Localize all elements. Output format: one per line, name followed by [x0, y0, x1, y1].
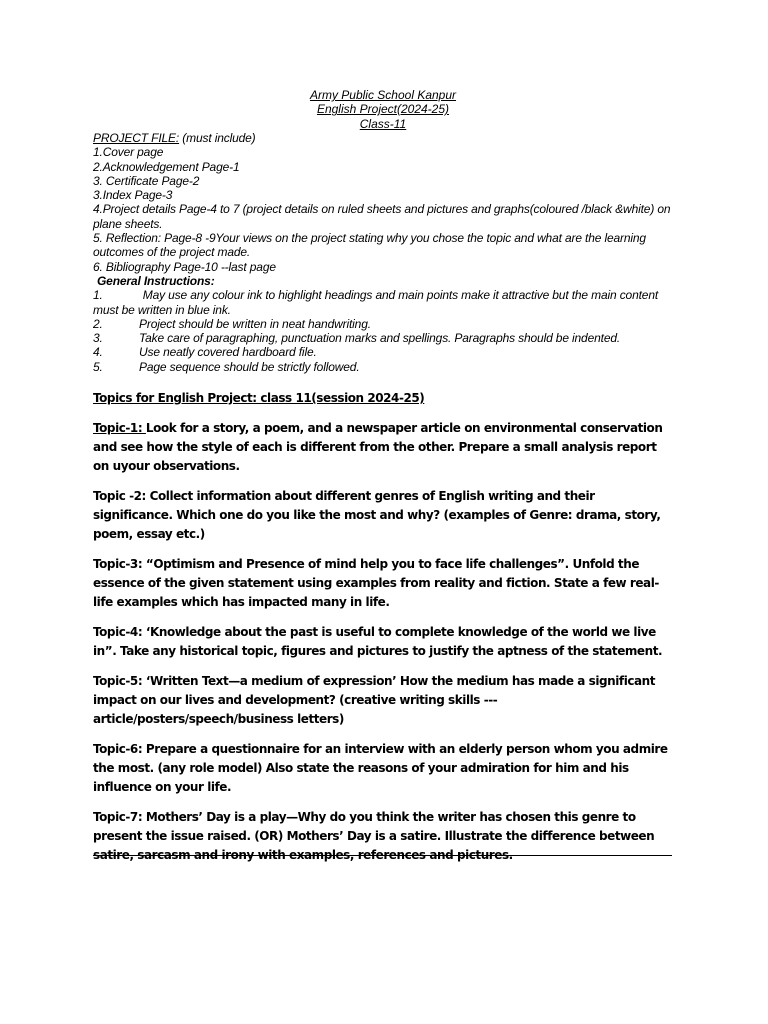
- horizontal-divider: [93, 855, 672, 856]
- project-file-item: 5. Reflection: Page-8 -9Your views on the project stating why you chose the topic and what are the learning outcomes of the project made.: [93, 231, 646, 260]
- general-instructions-heading: General Instructions:: [97, 273, 215, 288]
- general-instruction-number: 4.: [93, 345, 103, 360]
- general-instruction-text: Page sequence should be strictly followed.: [139, 359, 360, 374]
- project-file-section: [93, 131, 673, 374]
- project-file-heading: [93, 131, 673, 145]
- topic-item: [93, 623, 675, 661]
- topic-text: “Optimism and Presence of mind help you to face life challenges”. Unfold the essence of the given statement using examples from reality and fiction. State a few real-life examples which has impacted many in life.: [93, 557, 659, 609]
- topic-item: [93, 555, 675, 612]
- topic-label: Topic -2:: [93, 489, 150, 503]
- project-file-item: 3.Index Page-3: [93, 188, 173, 203]
- project-file-label: PROJECT FILE:: [93, 131, 180, 145]
- general-instruction-item: [93, 331, 673, 345]
- topic-label: Topic-3:: [93, 557, 146, 571]
- topic-text: Prepare a questionnaire for an interview with an elderly person whom you admire the most. (any role model) Also state the reasons of your admiration for him and his influence on your life.: [93, 742, 668, 794]
- topics-title: Topics for English Project: class 11(session 2024-25): [93, 391, 425, 405]
- general-instruction-text: May use any colour ink to highlight headings and main points make it attractive but the main content must be written in blue ink.: [93, 288, 659, 317]
- topics-section: [93, 389, 675, 876]
- project-file-item: 1.Cover page: [93, 145, 164, 160]
- general-instruction-text: Use neatly covered hardboard file.: [139, 345, 317, 360]
- school-name: Army Public School Kanpur: [309, 88, 457, 102]
- general-instruction-item: [93, 288, 673, 317]
- topic-item: [93, 419, 675, 476]
- project-file-item: 3. Certificate Page-2: [93, 173, 200, 188]
- general-instruction-number: 2.: [93, 316, 103, 331]
- project-title: English Project(2024-25): [316, 102, 450, 117]
- topic-text: ‘Knowledge about the past is useful to complete knowledge of the world we live in”. Take any historical topic, figures and pictures to justify the aptness of the statement.: [93, 625, 663, 658]
- document-header: [93, 88, 673, 131]
- topic-item: [93, 740, 675, 797]
- topic-label: Topic-7:: [93, 810, 146, 824]
- topic-item: [93, 808, 675, 865]
- topic-text: Mothers’ Day is a play—Why do you think the writer has chosen this genre to present the issue raised. (OR) Mothers’ Day is a satire. Illustrate the difference between satire, sarcasm and irony with examples, references and pictures.: [93, 810, 655, 862]
- project-file-note: (must include): [179, 131, 256, 145]
- topic-item: [93, 672, 675, 729]
- topic-text: Collect information about different genres of English writing and their significance. Which one do you like the most and why? (examples of Genre: drama, story, poem, essay etc.): [93, 489, 661, 541]
- general-instruction-text: Take care of paragraphing, punctuation marks and spellings. Paragraphs should be indented.: [139, 331, 621, 346]
- project-file-item: 2.Acknowledgement Page-1: [93, 159, 240, 174]
- general-instruction-number: 1.: [93, 288, 103, 303]
- general-instruction-text: Project should be written in neat handwriting.: [139, 316, 371, 331]
- general-instruction-item: [93, 345, 673, 359]
- topic-text: ‘Written Text—a medium of expression’ How the medium has made a significant impact on our lives and development? (creative writing skills --- article/posters/speech/business letters): [93, 674, 656, 726]
- topic-label: Topic-4:: [93, 625, 146, 639]
- general-instruction-item: [93, 360, 673, 374]
- project-file-item: 6. Bibliography Page-10 --last page: [93, 259, 276, 274]
- class-label: Class-11: [359, 116, 407, 131]
- topic-item: [93, 487, 675, 544]
- general-instruction-number: 5.: [93, 359, 103, 374]
- general-instruction-item: [93, 317, 673, 331]
- topic-label: Topic-5:: [93, 674, 146, 688]
- project-file-item: 4.Project details Page-4 to 7 (project details on ruled sheets and pictures and graphs(coloured /black &white) on plane sheets.: [93, 202, 671, 231]
- topic-label: Topic-6:: [93, 742, 146, 756]
- topic-text: Look for a story, a poem, and a newspaper article on environmental conservation and see how the style of each is different from the other. Prepare a small analysis report on uyour observations.: [93, 421, 663, 473]
- topic-label: Topic-1:: [93, 421, 146, 435]
- general-instruction-number: 3.: [93, 331, 103, 346]
